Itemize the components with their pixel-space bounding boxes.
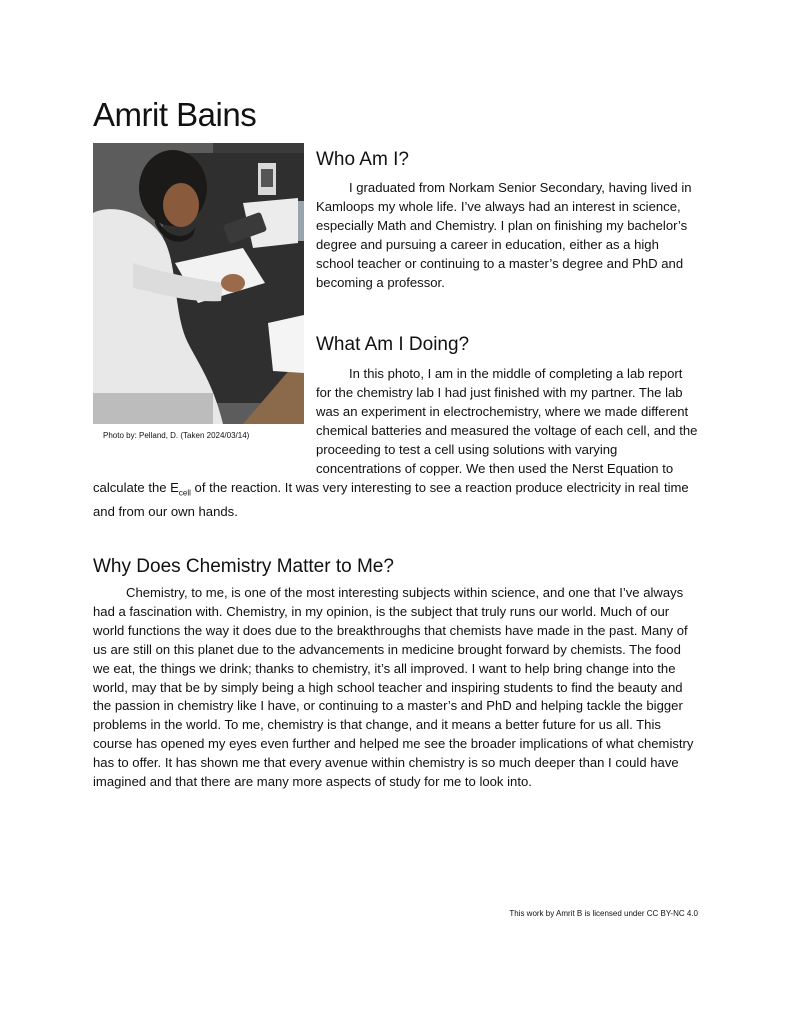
paragraph-part-1: In this photo, I am in the middle of completing a lab report for the chemistry lab I had just finished with my partner. The lab was an experiment in electrochemistry, where we made different chemical batteries and measured the voltage of each cell, and the proceeding to test a cell using solutions with varying concentrations of copper. We then used the Nerst Equation to calculate the E	[93, 366, 698, 495]
paragraph-why-chemistry: Chemistry, to me, is one of the most interesting subjects within science, and one that I’ve always had a fascination with. Chemistry, in my opinion, is the subject that truly runs our world. Much of our world functions the way it does due to the breakthroughs that chemists have made in the past. Many of us are still on this planet due to the advancements in medicine brought forward by chemists. The food we eat, the things we drink; thanks to chemistry, it’s all improved. I want to help bring change into the world, may that be by simply being a high school teacher and inspiring students to find the beauty and the passion in chemistry like I have, or continuing to a master’s and PhD and helping tackle the bigger problems in the world. To me, chemistry is that change, and it means a better future for us all. This course has opened my eyes even further and helped me see the broader implications of what chemistry has to offer. It has shown me that every avenue within chemistry is so much deeper than I could have imagined and that there are many more aspects of study for me to look into.	[93, 585, 694, 790]
section-why-chemistry	[93, 555, 698, 792]
photo-caption: Photo by: Pelland, D. (Taken 2024/03/14)	[103, 431, 250, 440]
license-footer: This work by Amrit B is licensed under CC BY-NC 4.0	[509, 909, 698, 918]
heading-who-am-i: Who Am I?	[316, 149, 409, 170]
paragraph-part-2: of the reaction. It was very interesting to see a reaction produce electricity in real time and from our own hands.	[93, 479, 689, 520]
page-title: Amrit Bains	[93, 96, 257, 133]
intro-flow	[93, 143, 698, 522]
heading-what-am-i-doing: What Am I Doing?	[316, 334, 470, 356]
photo-spacer	[93, 143, 316, 465]
subscript-cell: cell	[178, 488, 191, 498]
paragraph-who-am-i: I graduated from Norkam Senior Secondary, having lived in Kamloops my whole life. I’ve always had an interest in science, especially Math and Chemistry. I plan on finishing my bachelor’s degree and pursuing a career in education, either as a high school teacher or continuing to a master’s degree and PhD and becoming a professor.	[316, 180, 692, 290]
heading-why-chemistry: Why Does Chemistry Matter to Me?	[93, 556, 394, 577]
